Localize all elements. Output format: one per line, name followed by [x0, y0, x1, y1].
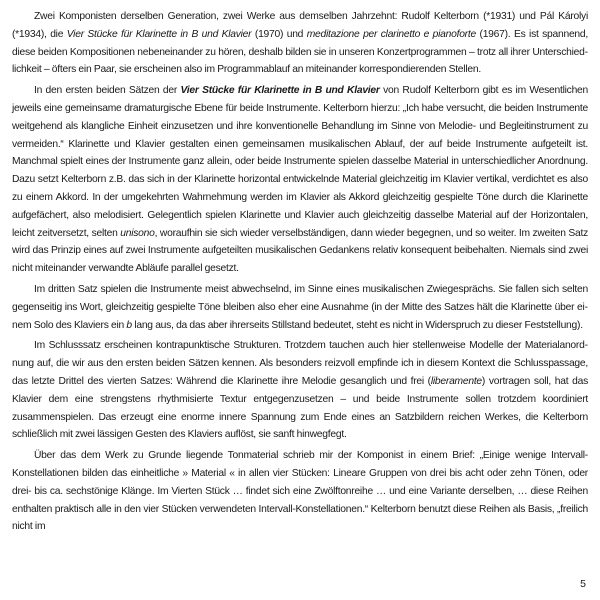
text-run: (1967). Es ist spannend, diese beiden Kompositionen nebeneinander zu hören, deshalb bilden sie in unseren Konzertprogrammen – trotz all ihrer Unterschiedlichkeit – öfters ein Paar, sie erscheinen also im Programmablauf an miteinander korrespondierenden Stellen. — [12, 28, 588, 76]
paragraph — [12, 8, 588, 79]
emphasized-text: unisono — [120, 227, 155, 239]
text-run: Zwei Komponisten derselben Generation, zwei Werke aus demselben Jahrzehnt: Rudolf Kelterborn (*1931) und Pál Károlyi (*1934), die — [12, 11, 588, 40]
emphasized-text: meditazione per clarinetto e pianoforte — [306, 28, 476, 40]
paragraph — [12, 337, 588, 444]
text-run: In den ersten beiden Sätzen der — [34, 85, 181, 97]
body-text — [12, 8, 588, 536]
text-run: lang aus, da das aber ihrerseits Stillstand bedeutet, steht es nicht in Widerspruch zu dieser Feststellung). — [131, 319, 583, 331]
text-run: Über das dem Werk zu Grunde liegende Tonmaterial schrieb mir der Komponist in einem Brief: „Einige wenige Intervall-Konstellationen bilden das einheitliche » Material « in allen vier Stücken: Lineare Gruppen von drei bis acht oder zehn Tönen, oder drei- bis ca. sechstönige Klänge. Im Vierten Stück … findet sich eine Zwölftonreihe … und eine Variante derselben, … diese Reihen enthalten praktisch alle in den vier Stücken verwendeten Intervall-Konstellationen.“ Kelterborn benutzt diese Reihen als Basis, „freilich nicht im — [12, 450, 588, 533]
text-run: Im dritten Satz spielen die Instrumente meist abwechselnd, im Sinne eines musikalischen Zwiegesprächs. Sie fallen sich selten gegenseitig ins Wort, gleichzeitig gespielte Töne bleiben also eher eine Ausnahme (in der Mitte des Satzes hält die Klarinette über einem Solo des Klaviers ein — [12, 283, 588, 331]
emphasized-text: Vier Stücke für Klarinette in B und Klavier — [180, 85, 380, 97]
text-run: ) vortragen soll, hat das Klavier dem eine strengstens rhythmisierte Textur entgegenzusetzen – und beide Instrumente sollen trotzdem koordiniert zusammenspielen. Das erzeugt eine enorme innere Spannung zum Ende eines an Satzbildern reichen Werkes, die Kelterborn schließlich mit zwei lässigen Gesten des Klaviers auflöst, sie sanft hinwegfegt. — [12, 375, 588, 441]
page-number: 5 — [580, 578, 586, 590]
text-run: , woraufhin sie sich wieder verselbständigen, dann wieder begegnen, und so weiter. Im zweiten Satz wird das Prinzip eines auf zwei Instrumente aufgeteilten musikalischen Gedankens relativ konsequent beibehalten. Niemals sind zwei nicht miteinander verwandte Abläufe parallel gesetzt. — [12, 227, 588, 275]
text-run: Im Schlusssatz erscheinen kontrapunktische Strukturen. Trotzdem tauchen auch hier stellenweise Modelle der Materialanordnung auf, die wir aus den ersten beiden Sätzen kennen. Als besonders reizvoll empfinde ich in diesem Kontext die Schlusspassage, das letzte Drittel des vierten Satzes: Während die Klarinette ihre Melodie gesanglich und frei ( — [12, 340, 588, 387]
paragraph — [12, 82, 588, 278]
paragraph — [12, 447, 588, 536]
text-run: (1970) und — [251, 28, 307, 40]
emphasized-text: b — [126, 319, 132, 331]
text-run: von Rudolf Kelterborn gibt es im Wesentlichen jeweils eine gemeinsame dramaturgische Ebene für beide Instrumente. Kelterborn hierzu: „Ich habe versucht, die beiden Instrumente weitgehend als klangliche Einheit einzusetzen und ihre konventionelle Behandlung im Sinne von Melodie- und Begleitinstrument zu vermeiden.“ Klarinette und Klavier gestalten einen gemeinsamen musikalischen Ablauf, der auf beide Instrumente aufgeteilt ist. Manchmal spielt eines der Instrumente ganz allein, oder beide Instrumente spielen dasselbe Material in unterschiedlicher Anordnung. Dazu setzt Kelterborn z.B. das sich in der Klarinette horizontal entwickelnde Material gleichzeitig im Klavier vertikal, verdichtet es also zu einem Akkord. In der umgekehrten Wahrnehmung werden im Klavier als Akkord gleichzeitig gespielte Töne durch die Klarinette aufgefächert, also melodisiert. Gelegentlich spielen Klarinette und Klavier auch gleichzeitig dasselbe Material auf der Horizontalen, leicht zeitversetzt, selten — [12, 85, 588, 239]
emphasized-text: Vier Stücke für Klarinette in B und Klavier — [66, 28, 252, 40]
emphasized-text: liberamente — [430, 375, 482, 387]
paragraph — [12, 281, 588, 334]
